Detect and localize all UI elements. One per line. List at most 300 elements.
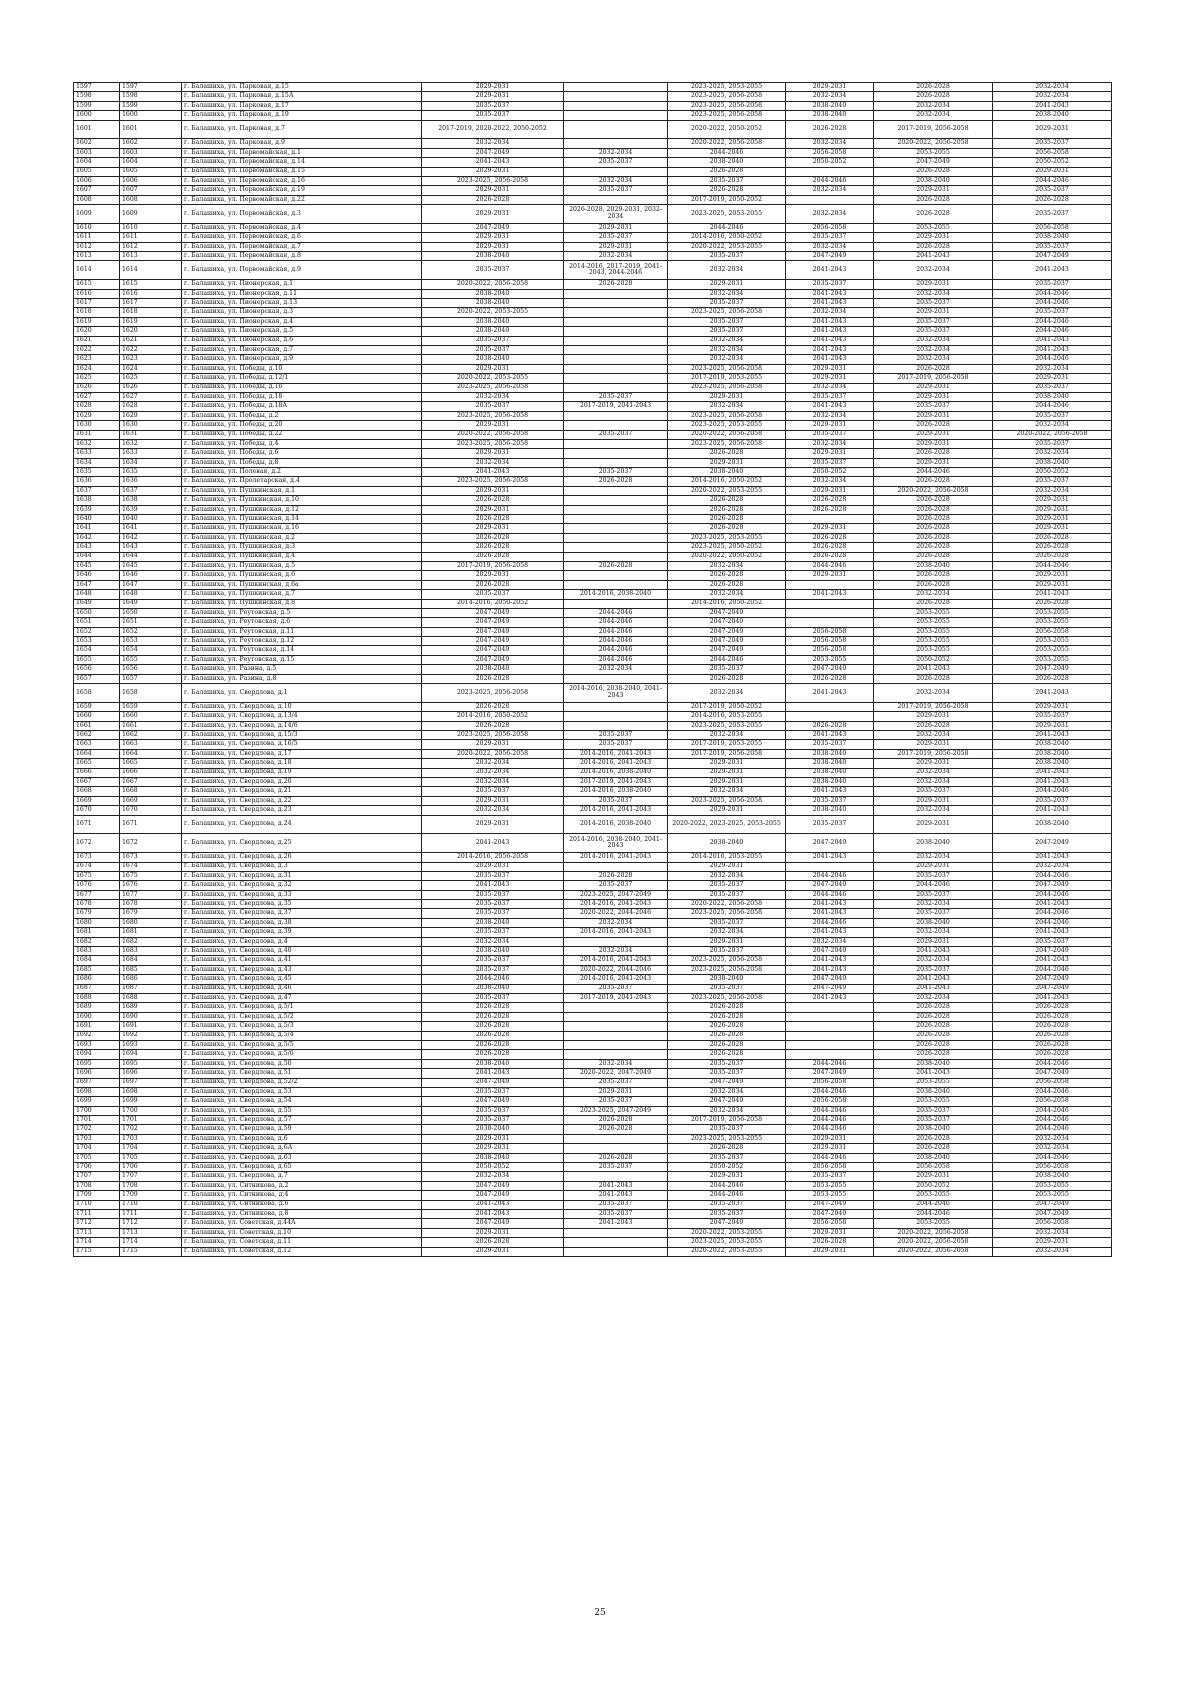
table-cell: 2032-2034 — [993, 1247, 1112, 1256]
table-cell: 2032-2034 — [564, 148, 668, 157]
table-cell: 2035-2037 — [422, 1116, 564, 1125]
table-cell: 2026-2028 — [993, 1031, 1112, 1040]
table-cell: г. Балашиха, ул. Свердлова, д.22 — [182, 796, 422, 805]
table-cell: 1621 — [120, 336, 182, 345]
table-cell: 2035-2037 — [668, 1125, 786, 1134]
table-cell: 1678 — [120, 900, 182, 909]
table-cell: 2032-2034 — [874, 590, 993, 599]
table-cell: 2032-2034 — [668, 731, 786, 740]
table-cell: 2047-2049 — [993, 984, 1112, 993]
table-cell: 2047-2049 — [668, 618, 786, 627]
table-cell: г. Балашиха, ул. Свердлова, д.31 — [182, 871, 422, 880]
table-cell: 2035-2037 — [422, 111, 564, 120]
table-cell: г. Балашиха, ул. Пушкинская, д.4 — [182, 552, 422, 561]
table-cell: 2047-2049 — [786, 975, 874, 984]
table-cell: 2035-2037 — [874, 871, 993, 880]
table-cell: 1700 — [120, 1106, 182, 1115]
table-cell: 2026-2028 — [874, 92, 993, 101]
table-cell: г. Балашиха, ул. Разина, д.8 — [182, 674, 422, 683]
table-cell: 1621 — [74, 336, 120, 345]
table-cell: 2023-2025, 2056-2058 — [668, 965, 786, 974]
table-cell: 2026-2028 — [422, 1050, 564, 1059]
table-cell: 1626 — [74, 383, 120, 392]
table-cell: 1623 — [74, 355, 120, 364]
table-cell: 2047-2049 — [993, 1209, 1112, 1218]
table-cell: 2032-2034 — [422, 139, 564, 148]
table-cell — [786, 712, 874, 721]
table-cell: 2026-2028 — [668, 505, 786, 514]
table-cell: 2053-2055 — [993, 618, 1112, 627]
table-cell: г. Балашиха, ул. Реутовская, д.6 — [182, 618, 422, 627]
table-cell: 2026-2028 — [668, 571, 786, 580]
table-cell: 2029-2031 — [668, 777, 786, 786]
table-cell: 1682 — [120, 937, 182, 946]
table-cell: 2044-2046 — [874, 1209, 993, 1218]
table-cell: 2047-2049 — [993, 881, 1112, 890]
table-cell: 2023-2025, 2056-2058 — [422, 439, 564, 448]
table-cell: 2032-2034 — [874, 336, 993, 345]
table-cell: 1690 — [74, 1012, 120, 1021]
table-cell: 2050-2052 — [993, 468, 1112, 477]
table-cell: 2026-2028 — [993, 552, 1112, 561]
table-cell: 1653 — [74, 637, 120, 646]
table-cell: г. Балашиха, ул. Парковая, д.15А — [182, 92, 422, 101]
table-cell — [564, 486, 668, 495]
table-cell: г. Балашиха, ул. Свердлова, д.26 — [182, 853, 422, 862]
table-cell — [564, 167, 668, 176]
table-cell: 1626 — [120, 383, 182, 392]
table-cell — [564, 524, 668, 533]
table-cell: 2035-2037 — [668, 1153, 786, 1162]
table-row — [74, 552, 1112, 561]
table-cell: 1662 — [74, 731, 120, 740]
table-cell: 1641 — [120, 524, 182, 533]
table-cell: 2044-2046 — [786, 1125, 874, 1134]
table-cell: 2038-2040 — [874, 1125, 993, 1134]
table-row — [74, 881, 1112, 890]
table-cell: г. Балашиха, ул. Первомайская, д.1 — [182, 148, 422, 157]
table-cell: 1679 — [120, 909, 182, 918]
table-cell: 2017-2019, 2056-2058 — [874, 749, 993, 758]
table-cell: 2032-2034 — [668, 289, 786, 298]
table-cell: 2014-2016, 2038-2040 — [564, 787, 668, 796]
table-cell: 2026-2028 — [874, 524, 993, 533]
table-cell: 2029-2031 — [422, 571, 564, 580]
table-cell: 2014-2016, 2038-2040 — [564, 815, 668, 834]
table-cell: 2029-2031 — [422, 205, 564, 224]
table-cell — [564, 449, 668, 458]
table-row — [74, 355, 1112, 364]
table-cell: 2041-2043 — [786, 731, 874, 740]
table-cell: 2047-2049 — [668, 1219, 786, 1228]
table-cell: 1699 — [74, 1097, 120, 1106]
table-cell: 2041-2043 — [786, 317, 874, 326]
table-row — [74, 327, 1112, 336]
table-cell: 1654 — [74, 646, 120, 655]
table-cell: 1689 — [120, 1003, 182, 1012]
table-cell: 1699 — [120, 1097, 182, 1106]
table-cell: г. Балашиха, ул. Свердлова, д.4 — [182, 937, 422, 946]
table-cell — [564, 195, 668, 204]
table-cell: 2026-2028 — [422, 1012, 564, 1021]
table-cell: 1711 — [74, 1209, 120, 1218]
table-cell: 2032-2034 — [993, 92, 1112, 101]
table-cell: 2053-2055 — [874, 646, 993, 655]
table-cell: 2050-2052 — [786, 468, 874, 477]
table-cell: 2032-2034 — [668, 345, 786, 354]
table-cell: 1688 — [74, 993, 120, 1002]
table-cell: 1620 — [74, 327, 120, 336]
table-row — [74, 533, 1112, 542]
table-cell: 2041-2043 — [993, 777, 1112, 786]
table-cell: 1674 — [120, 862, 182, 871]
table-cell: 2026-2028 — [993, 674, 1112, 683]
table-cell: 2032-2034 — [786, 411, 874, 420]
table-cell: 2035-2037 — [668, 1209, 786, 1218]
table-cell: 1639 — [120, 505, 182, 514]
table-cell: 2050-2052 — [668, 1163, 786, 1172]
table-cell: 2038-2040 — [422, 1153, 564, 1162]
table-cell: 2047-2049 — [786, 1200, 874, 1209]
table-cell: 2056-2058 — [993, 1163, 1112, 1172]
table-cell: 2035-2037 — [668, 299, 786, 308]
table-cell: 1677 — [120, 890, 182, 899]
table-cell: 2014-2016, 2050-2052 — [668, 599, 786, 608]
table-cell: 1668 — [74, 787, 120, 796]
table-cell: г. Балашиха, ул. Реутовская, д.12 — [182, 637, 422, 646]
table-cell: 1640 — [74, 515, 120, 524]
table-cell: 2035-2037 — [564, 796, 668, 805]
table-cell: 1619 — [120, 317, 182, 326]
table-cell: 2047-2049 — [668, 637, 786, 646]
table-cell: 2029-2031 — [993, 580, 1112, 589]
table-row — [74, 458, 1112, 467]
table-cell: 2023-2025, 2050-2052 — [668, 543, 786, 552]
table-cell: 1714 — [120, 1238, 182, 1247]
table-row — [74, 646, 1112, 655]
table-cell: 2035-2037 — [668, 327, 786, 336]
table-row — [74, 947, 1112, 956]
table-cell: г. Балашиха, ул. Свердлова, д.41 — [182, 956, 422, 965]
table-cell: 1641 — [74, 524, 120, 533]
table-cell: 2044-2046 — [786, 890, 874, 899]
table-cell: 2044-2046 — [668, 1181, 786, 1190]
table-cell: 2038-2040 — [786, 777, 874, 786]
table-cell: 1636 — [74, 477, 120, 486]
table-cell: 1691 — [74, 1022, 120, 1031]
table-cell: 2038-2040 — [422, 289, 564, 298]
table-cell: 1698 — [120, 1087, 182, 1096]
table-cell: 1615 — [120, 280, 182, 289]
table-cell: 1660 — [74, 712, 120, 721]
table-cell: 1679 — [74, 909, 120, 918]
table-cell: 2035-2037 — [993, 937, 1112, 946]
table-cell: 2032-2034 — [668, 402, 786, 411]
table-cell: 2050-2052 — [874, 1181, 993, 1190]
table-row — [74, 684, 1112, 703]
table-cell — [786, 1050, 874, 1059]
table-cell: 2056-2058 — [993, 627, 1112, 636]
table-cell: 1646 — [120, 571, 182, 580]
table-cell: 1617 — [120, 299, 182, 308]
table-cell: 2044-2046 — [993, 402, 1112, 411]
table-cell: 2038-2040 — [993, 458, 1112, 467]
table-cell: г. Балашиха, ул. Свердлова, д.39 — [182, 928, 422, 937]
table-cell: 1715 — [74, 1247, 120, 1256]
table-cell: 2017-2019, 2041-2043 — [564, 993, 668, 1002]
table-cell: 2044-2046 — [786, 871, 874, 880]
table-cell: г. Балашиха, ул. Советская, д.44А — [182, 1219, 422, 1228]
table-cell: 2035-2037 — [564, 1097, 668, 1106]
table-cell: 2014-2016, 2041-2043 — [564, 975, 668, 984]
table-cell: г. Балашиха, ул. Свердлова, д.15/3 — [182, 731, 422, 740]
table-cell: 1709 — [120, 1191, 182, 1200]
table-cell: 2041-2043 — [564, 1219, 668, 1228]
table-cell: 2041-2043 — [422, 158, 564, 167]
table-cell: г. Балашиха, ул. Свердлова, д.52/2 — [182, 1078, 422, 1087]
table-cell: 1674 — [74, 862, 120, 871]
table-cell: 2023-2025, 2056-2058 — [422, 383, 564, 392]
table-row — [74, 439, 1112, 448]
table-cell: 2041-2043 — [786, 909, 874, 918]
table-cell: 1661 — [120, 721, 182, 730]
table-cell: 2032-2034 — [786, 477, 874, 486]
table-cell: 2026-2028 — [422, 1040, 564, 1049]
table-row — [74, 430, 1112, 439]
table-cell: 2026-2028 — [874, 364, 993, 373]
table-cell: 2041-2043 — [874, 975, 993, 984]
table-cell: 2029-2031 — [993, 120, 1112, 139]
table-cell — [786, 599, 874, 608]
table-cell: 1630 — [74, 421, 120, 430]
table-row — [74, 477, 1112, 486]
table-cell: 2047-2049 — [786, 1209, 874, 1218]
table-cell: 1598 — [120, 92, 182, 101]
table-cell: 2044-2046 — [993, 909, 1112, 918]
table-row — [74, 834, 1112, 853]
table-cell: 2032-2034 — [668, 336, 786, 345]
table-cell: 2029-2031 — [668, 759, 786, 768]
table-cell: 2047-2049 — [422, 223, 564, 232]
table-cell: 1710 — [120, 1200, 182, 1209]
table-cell: 1690 — [120, 1012, 182, 1021]
table-cell: г. Балашиха, ул. Свердлова, д.5/5 — [182, 1040, 422, 1049]
table-cell: 2032-2034 — [564, 176, 668, 185]
table-cell: 2038-2040 — [422, 317, 564, 326]
table-row — [74, 83, 1112, 92]
table-cell: 2029-2031 — [422, 233, 564, 242]
table-cell: 1635 — [74, 468, 120, 477]
table-cell: 1665 — [74, 759, 120, 768]
table-cell: 2029-2031 — [668, 937, 786, 946]
table-cell: 2029-2031 — [874, 186, 993, 195]
table-cell: 1676 — [120, 881, 182, 890]
table-row — [74, 111, 1112, 120]
table-cell: 2014-2016, 2038-2040 — [564, 768, 668, 777]
table-cell: 2035-2037 — [422, 336, 564, 345]
table-cell: 1683 — [120, 947, 182, 956]
table-cell: 2041-2043 — [422, 1069, 564, 1078]
table-cell: 2023-2025, 2056-2058 — [668, 909, 786, 918]
table-cell: 2035-2037 — [564, 881, 668, 890]
table-cell: г. Балашиха, ул. Пионерская, д.1 — [182, 280, 422, 289]
table-cell: 2041-2043 — [993, 900, 1112, 909]
table-cell: 2047-2049 — [668, 1078, 786, 1087]
table-cell: 1692 — [120, 1031, 182, 1040]
table-row — [74, 975, 1112, 984]
table-cell: 2056-2058 — [993, 1078, 1112, 1087]
table-cell — [786, 862, 874, 871]
table-cell: 2047-2049 — [993, 252, 1112, 261]
table-row — [74, 1181, 1112, 1190]
table-cell: 1613 — [74, 252, 120, 261]
table-cell — [564, 383, 668, 392]
table-cell: 1676 — [74, 881, 120, 890]
table-cell: 2056-2058 — [786, 1219, 874, 1228]
table-cell: 1714 — [74, 1238, 120, 1247]
table-row — [74, 411, 1112, 420]
table-cell: 1667 — [74, 777, 120, 786]
table-row — [74, 1163, 1112, 1172]
table-cell: 2053-2055 — [993, 1191, 1112, 1200]
table-cell: 1636 — [120, 477, 182, 486]
table-cell: 2026-2028 — [874, 1012, 993, 1021]
table-cell: 1617 — [74, 299, 120, 308]
table-cell: г. Балашиха, ул. Свердлова, д.23 — [182, 806, 422, 815]
table-cell: 2056-2058 — [786, 148, 874, 157]
table-cell: 2047-2049 — [993, 1069, 1112, 1078]
table-cell: 1650 — [74, 608, 120, 617]
table-cell: 2041-2043 — [564, 1181, 668, 1190]
table-cell: 2035-2037 — [422, 890, 564, 899]
table-cell: г. Балашиха, ул. Свердлова, д.33 — [182, 890, 422, 899]
table-row — [74, 1059, 1112, 1068]
table-cell: 2026-2028 — [422, 721, 564, 730]
table-cell: 1631 — [74, 430, 120, 439]
table-cell: 1703 — [74, 1134, 120, 1143]
table-cell: 2032-2034 — [993, 486, 1112, 495]
table-cell: 2026-2028 — [564, 871, 668, 880]
table-row — [74, 336, 1112, 345]
table-cell: 1704 — [120, 1144, 182, 1153]
table-cell: 1650 — [120, 608, 182, 617]
table-cell — [564, 599, 668, 608]
table-cell: 2029-2031 — [993, 524, 1112, 533]
table-cell: 2020-2022, 2056-2058 — [874, 1247, 993, 1256]
table-cell: 2056-2058 — [786, 1097, 874, 1106]
table-row — [74, 965, 1112, 974]
table-cell — [564, 92, 668, 101]
table-cell: 1615 — [74, 280, 120, 289]
table-row — [74, 937, 1112, 946]
table-cell — [564, 458, 668, 467]
table-cell: 2035-2037 — [668, 947, 786, 956]
table-row — [74, 515, 1112, 524]
table-cell: 1649 — [120, 599, 182, 608]
table-cell: г. Балашиха, ул. Свердлова, д.46 — [182, 984, 422, 993]
table-cell: г. Балашиха, ул. Свердлова, д.57 — [182, 1116, 422, 1125]
table-cell: 2020-2022, 2053-2055 — [668, 242, 786, 251]
table-cell: 2032-2034 — [993, 1134, 1112, 1143]
table-cell: 2038-2040 — [668, 468, 786, 477]
table-cell — [564, 111, 668, 120]
table-cell: 2050-2052 — [422, 1163, 564, 1172]
table-cell: 2026-2028 — [874, 543, 993, 552]
table-cell: 2047-2049 — [786, 665, 874, 674]
table-cell: г. Балашиха, ул. Пионерская, д.3 — [182, 308, 422, 317]
table-cell: г. Балашиха, ул. Свердлова, д.59 — [182, 1125, 422, 1134]
table-cell: 2044-2046 — [564, 608, 668, 617]
table-cell: 1603 — [120, 148, 182, 157]
table-row — [74, 543, 1112, 552]
table-cell: 2032-2034 — [564, 947, 668, 956]
table-cell: 2032-2034 — [786, 242, 874, 251]
table-cell: 2035-2037 — [993, 139, 1112, 148]
table-cell: 2014-2016, 2041-2043 — [564, 759, 668, 768]
table-cell: г. Балашиха, ул. Ситникова, д.6 — [182, 1200, 422, 1209]
table-cell: 2056-2058 — [993, 148, 1112, 157]
table-cell: 1693 — [120, 1040, 182, 1049]
table-cell: 2032-2034 — [786, 186, 874, 195]
table-cell: 2035-2037 — [993, 280, 1112, 289]
table-cell: 2044-2046 — [422, 975, 564, 984]
table-cell: 2017-2019, 2056-2058 — [668, 1116, 786, 1125]
table-cell: г. Балашиха, ул. Парковая, д.19 — [182, 111, 422, 120]
table-cell: 2038-2040 — [422, 1059, 564, 1068]
table-cell: г. Балашиха, ул. Пушкинская, д.12 — [182, 505, 422, 514]
table-cell: 2053-2055 — [786, 1181, 874, 1190]
table-cell: 1657 — [120, 674, 182, 683]
table-row — [74, 374, 1112, 383]
table-cell: 2032-2034 — [422, 768, 564, 777]
table-cell: 2035-2037 — [564, 233, 668, 242]
page-number: 25 — [594, 1608, 606, 1618]
table-cell: 2026-2028 — [993, 1022, 1112, 1031]
table-cell: 1667 — [120, 777, 182, 786]
table-cell: 1662 — [120, 731, 182, 740]
table-cell: 2044-2046 — [993, 289, 1112, 298]
table-cell: 2026-2028 — [874, 421, 993, 430]
table-cell: 1599 — [120, 101, 182, 110]
table-cell: 2047-2049 — [786, 252, 874, 261]
table-cell: 2017-2019, 2056-2058 — [874, 120, 993, 139]
table-cell: 2035-2037 — [422, 345, 564, 354]
table-cell: г. Балашиха, ул. Свердлова, д.6 — [182, 1134, 422, 1143]
table-cell: 2026-2028 — [668, 580, 786, 589]
table-cell: г. Балашиха, ул. Победы, д.4 — [182, 439, 422, 448]
table-cell: 2035-2037 — [786, 458, 874, 467]
table-row — [74, 702, 1112, 711]
table-cell: 2029-2031 — [422, 242, 564, 251]
table-cell: 2029-2031 — [874, 815, 993, 834]
table-row — [74, 890, 1112, 899]
table-cell: 2026-2028 — [564, 280, 668, 289]
table-cell: г. Балашиха, ул. Свердлова, д.5/2 — [182, 1012, 422, 1021]
table-cell: 2035-2037 — [422, 590, 564, 599]
table-cell: 2053-2055 — [993, 637, 1112, 646]
table-cell: 2044-2046 — [564, 618, 668, 627]
table-row — [74, 1191, 1112, 1200]
table-cell: 2047-2049 — [993, 975, 1112, 984]
table-row — [74, 392, 1112, 401]
table-cell: 2029-2031 — [786, 421, 874, 430]
table-cell: 2029-2031 — [874, 392, 993, 401]
table-row — [74, 853, 1112, 862]
table-cell: 1686 — [74, 975, 120, 984]
table-cell: 2023-2025, 2056-2058 — [422, 176, 564, 185]
table-cell: 2053-2055 — [874, 1078, 993, 1087]
table-cell: 2035-2037 — [564, 186, 668, 195]
